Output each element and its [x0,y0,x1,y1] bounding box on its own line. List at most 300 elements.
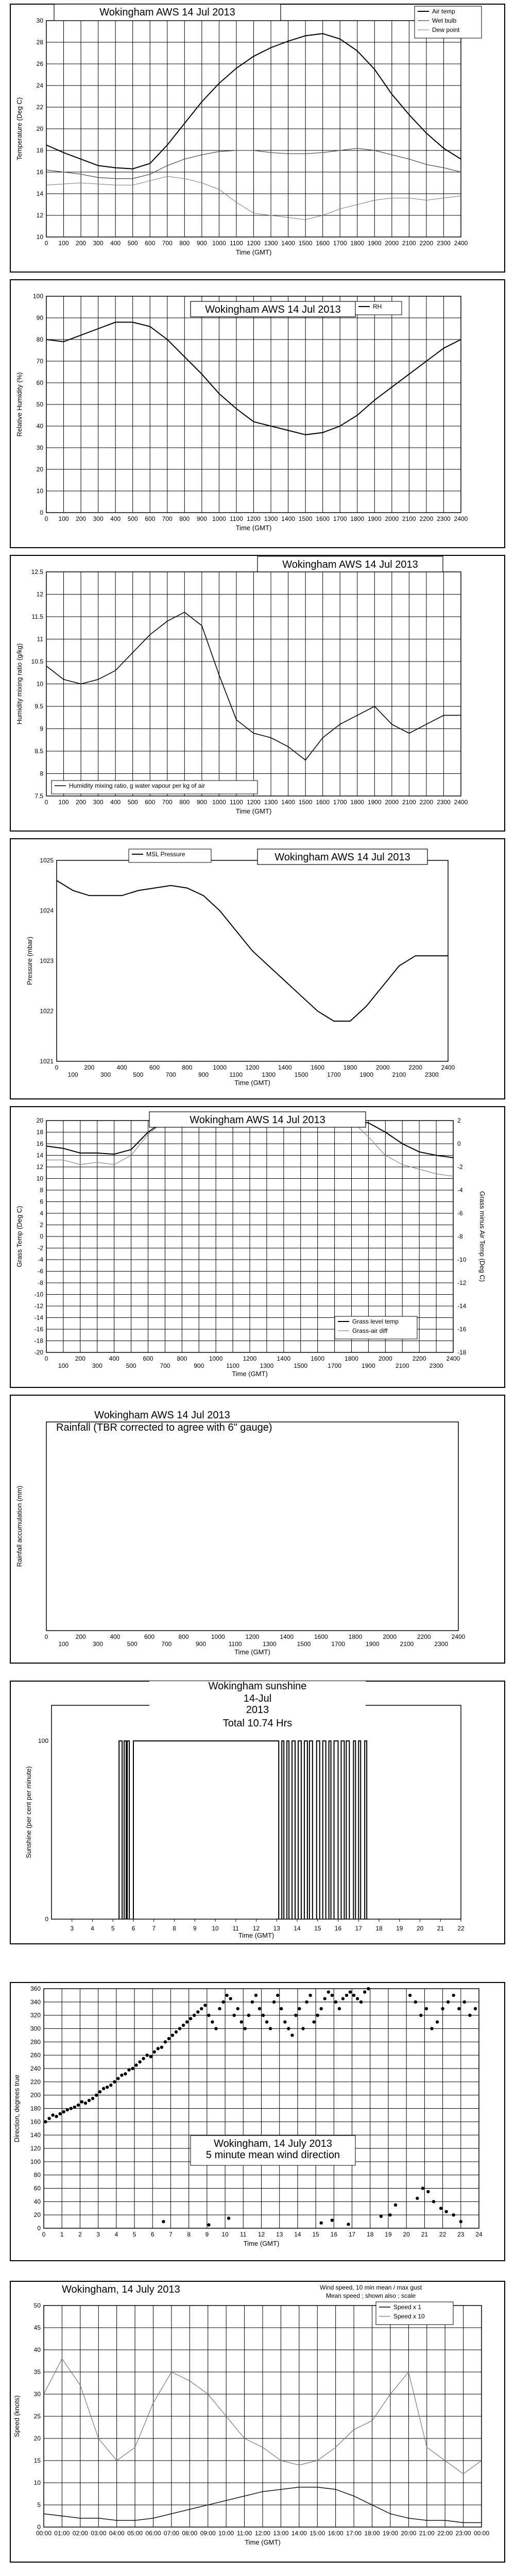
winddir-point [331,2218,334,2222]
grass-ytick: 0 [40,1233,43,1240]
winddir-ytick: 240 [30,2065,41,2072]
winddir-point [77,2104,80,2107]
mix-ytick: 12.5 [31,568,43,575]
winddir-ylabel: Direction, degrees true [13,2074,21,2143]
winddir-xtick: 8 [187,2231,191,2238]
wind-xtick: 05:00 [127,2530,143,2537]
winddir-ytick: 340 [30,1998,41,2006]
wind-xtick: 22:00 [437,2530,453,2537]
winddir-point [312,2020,315,2023]
humidity-chart [0,276,515,551]
sun-ytick: 100 [38,1737,48,1745]
grass-temp-chart [0,1103,515,1391]
rh-ytick: 90 [36,314,43,321]
rh-xtick: 2000 [385,515,399,522]
winddir-point [116,2077,119,2080]
wind-note: Mean speed ; shown also ; scale [325,2292,416,2299]
sun-title: Wokingham sunshine [208,1681,307,1692]
winddir-point [160,2046,163,2049]
winddir-point [185,2020,188,2023]
sun-total: Total 10.74 Hrs [222,1718,293,1729]
winddir-point [134,2063,138,2066]
winddir-xtick: 22 [439,2231,447,2238]
grass-xtick: 500 [126,1362,136,1369]
grass-ytick: -20 [34,1349,43,1356]
rain-xtick: 2300 [434,1640,449,1648]
winddir-point [146,2054,149,2057]
winddir-point [265,2020,268,2023]
sun-xtick: 20 [416,1925,424,1932]
temp-xtick: 2400 [454,240,468,247]
mslp-xtick: 900 [198,1071,209,1078]
mix-ytick: 11.5 [31,613,43,620]
grass-ytick-right: -6 [457,1210,463,1217]
grass-xtick: 100 [58,1362,68,1369]
winddir-point [178,2027,181,2030]
mslp-xtick: 2100 [392,1071,406,1078]
winddir-point [95,2094,98,2097]
temp-xtick: 2000 [385,240,399,247]
sun-xtick: 13 [273,1925,280,1932]
grass-xtick: 2000 [378,1355,392,1362]
mslp-xtick: 1700 [327,1071,341,1078]
sun-xtick: 14 [294,1925,301,1932]
grass-ytick: 8 [40,1187,43,1194]
wind-subtitle: Wind speed, 10 min mean / max gust [319,2284,422,2291]
mix-xtick: 1700 [333,799,347,806]
winddir-point [84,2102,87,2105]
temp-ytick: 18 [36,147,43,154]
winddir-xtick: 4 [114,2231,118,2238]
sun-xtick: 9 [193,1925,197,1932]
grass-xtick: 300 [92,1362,102,1369]
winddir-point [269,2027,272,2030]
mslp-xtick: 1600 [311,1064,325,1071]
temp-xtick: 0 [44,240,48,247]
rh-ytick: 40 [36,422,43,430]
winddir-xtick: 15 [312,2231,319,2238]
winddir-point [298,2007,301,2010]
rain-xtick: 700 [161,1640,172,1648]
winddir-ytick: 180 [30,2105,41,2112]
temp-xtick: 900 [196,240,207,247]
mix-xlabel: Time (GMT) [235,807,272,815]
winddir-point [334,2001,337,2004]
grass-xtick: 1700 [328,1362,341,1369]
winddir-point [272,2001,276,2004]
winddir-point [416,2197,419,2200]
grass-xtick: 2200 [412,1355,426,1362]
mix-ytick: 10 [36,680,43,688]
winddir-subtitle: 5 minute mean wind direction [205,2149,340,2161]
temp-ytick: 10 [36,233,43,241]
grass-xtick: 400 [109,1355,119,1362]
wind-ytick: 45 [33,2324,41,2331]
winddir-point [153,2050,156,2054]
mslp-xtick: 2000 [375,1064,390,1071]
winddir-point [439,2207,442,2210]
winddir-xtick: 1 [60,2231,64,2238]
rain-title: Wokingham AWS 14 Jul 2013 [94,1410,230,1421]
winddir-ytick: 280 [30,2038,41,2046]
mslp-xtick: 1000 [213,1064,227,1071]
grass-ytick-right: -16 [457,1326,467,1333]
temp-xtick: 1000 [212,240,226,247]
rain-xtick: 1700 [331,1640,346,1648]
mix-ytick: 9 [40,725,43,733]
winddir-ytick: 260 [30,2052,41,2059]
wind-ytick: 0 [37,2523,41,2531]
winddir-point [200,2007,203,2010]
wind-ytick: 35 [33,2368,41,2376]
temp-xtick: 1700 [333,240,347,247]
sun-xtick: 3 [70,1925,74,1932]
temp-xtick: 1600 [316,240,330,247]
winddir-point [359,2001,363,2004]
rain-xtick: 400 [110,1633,121,1640]
rain-xlabel: Time (GMT) [234,1648,270,1656]
mslp-xtick: 0 [55,1064,59,1071]
winddir-point [363,1990,366,1993]
winddir-point [80,2100,83,2103]
winddir-point [227,2216,230,2219]
winddir-xtick: 12 [258,2231,265,2238]
sun-plot-area [52,1705,461,1919]
wind-ytick: 40 [33,2346,41,2353]
rh-xtick: 1700 [333,515,347,522]
winddir-point [474,2007,477,2010]
winddir-point [426,2190,430,2193]
rh-xtick: 1900 [367,515,382,522]
temp-title: Wokingham AWS 14 Jul 2013 [99,7,235,18]
winddir-point [225,1994,228,1997]
winddir-point [120,2074,123,2077]
mslp-xtick: 1100 [229,1071,243,1078]
mix-xtick: 2300 [437,799,451,806]
wind-xtick: 09:00 [200,2530,216,2537]
mix-ytick: 12 [36,590,43,598]
grass-ytick-right: 2 [457,1117,461,1124]
mslp-xtick: 800 [182,1064,193,1071]
grass-ytick: -6 [38,1267,43,1275]
mix-xtick: 400 [110,799,121,806]
sun-xtick: 8 [173,1925,176,1932]
temp-xtick: 2200 [419,240,434,247]
temp-xtick: 800 [179,240,190,247]
winddir-xtick: 17 [348,2231,356,2238]
mslp-xtick: 600 [149,1064,160,1071]
winddir-xtick: 3 [96,2231,100,2238]
rain-xtick: 1000 [211,1633,225,1640]
grass-legend-label: Grass level temp [352,1318,399,1325]
grass-xtick: 2100 [395,1362,409,1369]
rh-ytick: 60 [36,379,43,386]
winddir-point [331,1994,334,1997]
winddir-point [347,2223,350,2226]
wind-xtick: 17:00 [346,2530,362,2537]
temp-ylabel: Temperature (Deg C) [15,97,23,161]
temp-xtick: 200 [76,240,87,247]
wind-xlabel: Time (GMT) [245,2538,281,2546]
winddir-point [305,2001,308,2004]
wind-xtick: 03:00 [91,2530,107,2537]
grass-xtick: 1500 [294,1362,308,1369]
sun-xtick: 15 [314,1925,321,1932]
temp-xtick: 1200 [247,240,261,247]
winddir-xtick: 9 [205,2231,209,2238]
temp-xtick: 1300 [264,240,278,247]
sun-xtick: 4 [91,1925,94,1932]
sun-subtitle: 14-Jul [243,1693,272,1704]
mslp-xtick: 2400 [441,1064,455,1071]
winddir-point [352,1994,355,1997]
rh-xtick: 400 [110,515,121,522]
wind-xtick: 23:00 [455,2530,471,2537]
winddir-point [356,1997,359,2000]
winddir-point [436,2020,439,2023]
rh-xtick: 1400 [281,515,295,522]
winddir-point [432,2200,435,2203]
mix-ytick: 8 [40,770,43,777]
grass-ytick: -10 [34,1291,43,1298]
winddir-point [441,2007,444,2010]
sun-xtick: 16 [334,1925,342,1932]
winddir-xtick: 13 [276,2231,283,2238]
wind-xtick: 13:00 [273,2530,289,2537]
mslp-ytick: 1024 [40,907,54,914]
mix-xtick: 300 [93,799,104,806]
temp-xtick: 600 [145,240,156,247]
mslp-xtick: 2200 [408,1064,423,1071]
winddir-point [113,2080,116,2083]
grass-xtick: 1800 [345,1355,358,1362]
winddir-point [380,2215,383,2218]
wind-xtick: 00:00 [473,2530,490,2537]
grass-ytick: -12 [34,1302,43,1310]
grass-xtick: 200 [75,1355,85,1362]
winddir-ytick: 0 [37,2225,41,2232]
temp-ytick: 16 [36,168,43,176]
grass-ytick-right: -2 [457,1163,463,1171]
grass-xtick: 700 [160,1362,170,1369]
mix-xtick: 2400 [454,799,468,806]
winddir-point [290,2033,294,2037]
mslp-xtick: 100 [67,1071,78,1078]
mslp-xtick: 1900 [359,1071,374,1078]
grass-ytick: -18 [34,1337,43,1345]
winddir-point [59,2112,62,2115]
rh-title: Wokingham AWS 14 Jul 2013 [205,304,341,315]
rh-xtick: 0 [44,515,48,522]
temp-xtick: 500 [127,240,138,247]
rh-ytick: 100 [32,293,43,300]
winddir-point [196,2010,199,2013]
wind-speed-chart [0,2277,515,2566]
mslp-xtick: 1500 [294,1071,308,1078]
rh-ytick: 20 [36,466,43,473]
mslp-xtick: 200 [84,1064,95,1071]
winddir-point [421,2187,424,2190]
rain-xtick: 2100 [400,1640,414,1648]
rh-xtick: 800 [179,515,190,522]
winddir-point [131,2067,134,2070]
winddir-point [308,1994,312,1997]
winddir-point [221,2001,225,2004]
winddir-point [444,2210,448,2213]
mix-title: Wokingham AWS 14 Jul 2013 [282,559,418,570]
winddir-xtick: 23 [457,2231,465,2238]
rain-xtick: 800 [178,1633,189,1640]
temp-xtick: 2300 [437,240,451,247]
winddir-point [408,1994,411,1997]
sun-xtick: 12 [252,1925,260,1932]
winddir-point [463,2001,466,2004]
winddir-point [51,2113,54,2116]
winddir-point [70,2107,73,2110]
winddir-point [102,2087,105,2090]
rh-xtick: 600 [145,515,156,522]
mix-xtick: 600 [145,799,156,806]
sun-year: 2013 [246,1704,269,1716]
rain-xtick: 200 [75,1633,86,1640]
grass-xtick: 1000 [209,1355,223,1362]
mixing-ratio-chart [0,551,515,835]
winddir-point [394,2204,397,2207]
temp-ytick: 12 [36,212,43,219]
mix-xtick: 800 [179,799,190,806]
wind-ytick: 15 [33,2457,41,2464]
rain-xtick: 900 [195,1640,207,1648]
rain-xtick: 1100 [228,1640,242,1648]
winddir-xtick: 10 [221,2231,229,2238]
winddir-xtick: 5 [132,2231,136,2238]
mix-xtick: 1900 [367,799,382,806]
rain-xtick: 2200 [417,1633,431,1640]
winddir-point [320,2222,323,2225]
rain-xtick: 600 [144,1633,155,1640]
winddir-point [162,2220,165,2223]
grass-xtick: 1900 [362,1362,375,1369]
winddir-point [138,2060,141,2063]
temp-xtick: 1900 [367,240,382,247]
wind-xtick: 14:00 [291,2530,307,2537]
winddir-xtick: 19 [385,2231,392,2238]
mslp-xtick: 500 [133,1071,144,1078]
winddir-ytick: 360 [30,1985,41,1992]
winddir-point [91,2097,94,2100]
sun-xtick: 10 [212,1925,219,1932]
wind-xtick: 15:00 [310,2530,325,2537]
mix-ytick: 9.5 [35,703,43,710]
winddir-point [301,2027,304,2030]
rainfall-chart [0,1391,515,1667]
temp-xtick: 1400 [281,240,295,247]
winddir-ytick: 100 [30,2158,41,2165]
wind-legend-label: Speed x 1 [393,2303,422,2311]
temp-legend-label: Air temp [432,8,455,15]
mslp-ytick: 1023 [40,957,54,964]
wind-ytick: 30 [33,2391,41,2398]
winddir-point [164,2040,167,2043]
rain-xtick: 1300 [262,1640,277,1648]
rain-xtick: 1600 [314,1633,328,1640]
wind-xtick: 00:00 [36,2530,52,2537]
rain-ylabel: Rainfall accumulation (mm) [15,1485,23,1567]
winddir-point [447,2001,450,2004]
wind-xtick: 20:00 [401,2530,417,2537]
grass-ytick: -4 [38,1256,43,1263]
sun-xtick: 21 [437,1925,444,1932]
winddir-point [157,2047,160,2050]
winddir-point [47,2117,50,2120]
mslp-xtick: 400 [116,1064,127,1071]
grass-xtick: 800 [177,1355,187,1362]
mslp-legend-label: MSL Pressure [146,851,185,858]
wind-ytick: 5 [37,2501,41,2509]
mix-ytick: 7.5 [35,792,43,800]
winddir-point [149,2055,152,2058]
sun-xtick: 22 [457,1925,465,1932]
rh-ytick: 0 [40,509,43,516]
wind-ytick: 20 [33,2435,41,2442]
winddir-point [251,2001,254,2004]
winddir-point [142,2057,145,2060]
winddir-point [283,2020,286,2023]
grass-ytick: -2 [38,1244,43,1252]
grass-xtick: 2400 [446,1355,460,1362]
mslp-xtick: 700 [165,1071,176,1078]
wind-xtick: 16:00 [328,2530,344,2537]
winddir-point [189,2017,192,2020]
rh-xtick: 2200 [419,515,434,522]
winddir-xtick: 24 [475,2231,483,2238]
winddir-ytick: 20 [33,2211,41,2219]
grass-ytick-right: -12 [457,1279,467,1286]
rain-xtick: 1400 [280,1633,294,1640]
rain-plot-area [46,1422,458,1631]
winddir-point [214,2027,217,2030]
wind-ylabel: Speed (knots) [13,2395,21,2437]
winddir-xlabel: Time (GMT) [243,2240,280,2247]
temp-ytick: 26 [36,60,43,67]
grass-ytick: 4 [40,1210,43,1217]
grass-ytick: -16 [34,1326,43,1333]
winddir-point [167,2037,170,2040]
rh-ytick: 70 [36,358,43,365]
temp-ytick: 14 [36,190,43,197]
winddir-ytick: 320 [30,2011,41,2019]
sun-xtick: 18 [375,1925,383,1932]
rain-xtick: 100 [58,1640,69,1648]
winddir-ytick: 40 [33,2198,41,2206]
grass-ytick-right: -10 [457,1256,467,1263]
mslp-xtick: 1800 [343,1064,357,1071]
grass-ytick: 10 [36,1175,43,1182]
rh-xtick: 2400 [454,515,468,522]
winddir-point [98,2090,101,2093]
mix-legend-label: Humidity mixing ratio, g water vapour per kg of air [69,782,205,789]
mix-ytick: 11 [37,635,43,643]
grass-ytick: 2 [40,1221,43,1229]
winddir-point [211,2020,214,2023]
grass-ytick: 6 [40,1198,43,1206]
grass-ytick-right: -8 [457,1233,463,1240]
winddir-point [349,1990,352,1993]
mix-xtick: 2000 [385,799,399,806]
rain-xtick: 500 [127,1640,138,1648]
winddir-ytick: 120 [30,2145,41,2152]
rain-xtick: 1800 [348,1633,363,1640]
